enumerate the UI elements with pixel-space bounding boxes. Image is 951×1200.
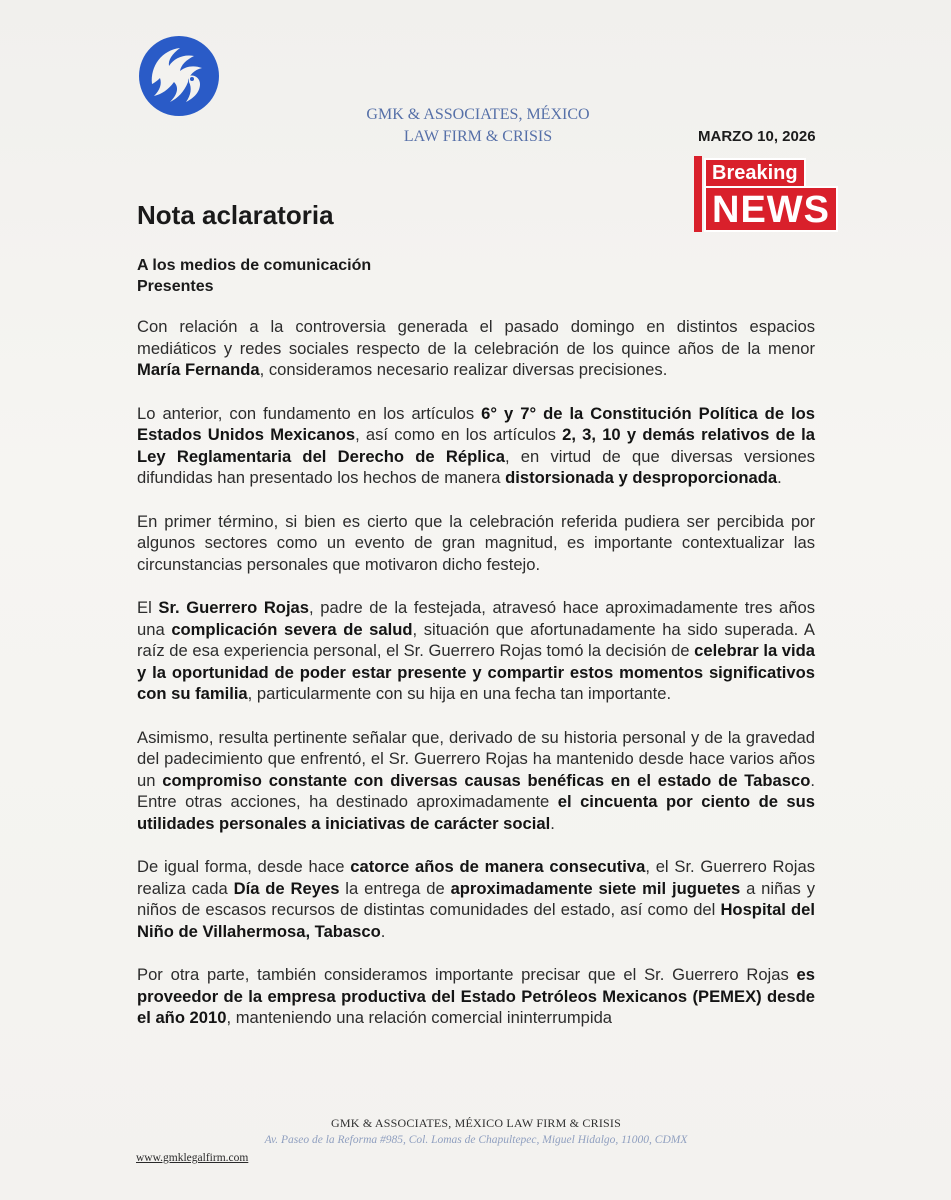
body-paragraph — [137, 597, 815, 705]
text: , manteniendo una relación comercial ininterrumpida — [226, 1008, 613, 1027]
text: . — [777, 468, 782, 487]
footer — [136, 1116, 816, 1164]
text: Lo anterior, con fundamento en los artículos — [137, 403, 482, 423]
footer-address: Av. Paseo de la Reforma #985, Col. Lomas de Chapultepec, Miguel Hidalgo, 11000, CDMX — [264, 1134, 688, 1146]
text: , padre de la festejada, atravesó hace aproximadamente tres años una — [137, 598, 815, 639]
document-title: Nota aclaratoria — [137, 200, 334, 230]
body-paragraph — [137, 964, 815, 1029]
text: En primer término, si bien es cierto que la celebración referida pudiera ser percibida por algunos sectores como un evento de gran magnitud, es importante contextualizar las circunstancias personales que motivaron dicho festejo. — [137, 511, 815, 574]
text: , el Sr. Guerrero Rojas realiza cada — [137, 857, 815, 898]
document-body — [137, 316, 815, 1051]
text: , consideramos necesario realizar diversas precisiones. — [259, 360, 668, 379]
breaking-label: Breaking — [704, 158, 806, 188]
text: De igual forma, desde hace — [137, 857, 351, 876]
text: , en virtud de que diversas versiones difundidas han presentado los hechos de manera — [137, 446, 815, 487]
addressee-block — [137, 255, 371, 297]
bold-text: Sr. Guerrero Rojas — [158, 598, 310, 617]
body-paragraph — [137, 316, 815, 381]
bold-text: complicación severa de salud — [171, 619, 413, 639]
news-label: NEWS — [704, 186, 838, 232]
addressee-line: A los medios de comunicación — [137, 257, 372, 274]
bold-text: distorsionada y desproporcionada — [505, 468, 778, 487]
breaking-news-badge — [694, 156, 840, 234]
lion-head-icon — [134, 32, 224, 120]
bold-text: el cincuenta por ciento de sus utilidades personales a iniciativas de carácter social — [137, 792, 816, 833]
text: Asimismo, resulta pertinente señalar que, derivado de su historia personal y de la gravedad del padecimiento que enfrentó, el Sr. Guerrero Rojas ha mantenido desde hace varios años un — [137, 727, 815, 790]
text: . Entre otras acciones, ha destinado aproximadamente — [137, 770, 815, 811]
addressee-presentes: Presentes — [137, 278, 214, 295]
firm-header — [330, 104, 626, 148]
bold-text: Hospital del Niño de Villahermosa, Tabasco — [137, 900, 816, 941]
bold-text: compromiso constante con diversas causas benéficas en el estado de Tabasco — [162, 770, 811, 790]
footer-website-link[interactable]: www.gmklegalfirm.com — [136, 1152, 249, 1164]
bold-text: catorce años de manera consecutiva — [350, 857, 646, 876]
firm-name-line: GMK & ASSOCIATES, MÉXICO — [366, 106, 590, 123]
text: , situación que afortunadamente ha sido superada. A raíz de esa experiencia personal, el Sr. Guerrero Rojas tomó la decisión de — [137, 619, 815, 660]
bold-text: 6° y 7° de la Constitución Política de los Estados Unidos Mexicanos — [137, 403, 816, 444]
body-paragraph — [137, 856, 815, 942]
firm-subtitle-line: LAW FIRM & CRISIS — [403, 128, 553, 145]
body-paragraph — [137, 403, 815, 489]
text: Por otra parte, también consideramos importante precisar que el Sr. Guerrero Rojas — [137, 965, 797, 984]
body-paragraph — [137, 727, 815, 835]
text: . — [380, 921, 386, 941]
text: , así como en los artículos — [355, 425, 563, 444]
bold-text: María Fernanda — [137, 360, 260, 379]
text: . — [550, 813, 555, 833]
bold-text: aproximadamente siete mil juguetes — [450, 878, 741, 898]
text: la entrega de — [339, 878, 451, 898]
badge-accent-bar — [694, 156, 702, 232]
bold-text: celebrar la vida y la oportunidad de poder estar presente y compartir estos momentos significativos con su familia — [137, 641, 816, 703]
text: Con relación a la controversia generada el pasado domingo en distintos espacios mediáticos y redes sociales respecto de la celebración de los quince años de la menor — [137, 317, 815, 358]
text: a niñas y niños de escasos recursos de distintas comunidades del estado, así como del — [137, 878, 816, 919]
bold-text: 2, 3, 10 y demás relativos de la Ley Reglamentaria del Derecho de Réplica — [137, 425, 816, 466]
document-date: MARZO 10, 2026 — [698, 128, 816, 145]
body-paragraph — [137, 511, 815, 576]
bold-text: es proveedor de la empresa productiva del Estado Petróleos Mexicanos (PEMEX) desde el año 2010 — [137, 965, 815, 1027]
text: El — [137, 598, 159, 617]
footer-firm: GMK & ASSOCIATES, MÉXICO LAW FIRM & CRISIS — [331, 1116, 621, 1130]
bold-text: Día de Reyes — [233, 878, 340, 898]
text: , particularmente con su hija en una fecha tan importante. — [247, 684, 672, 703]
